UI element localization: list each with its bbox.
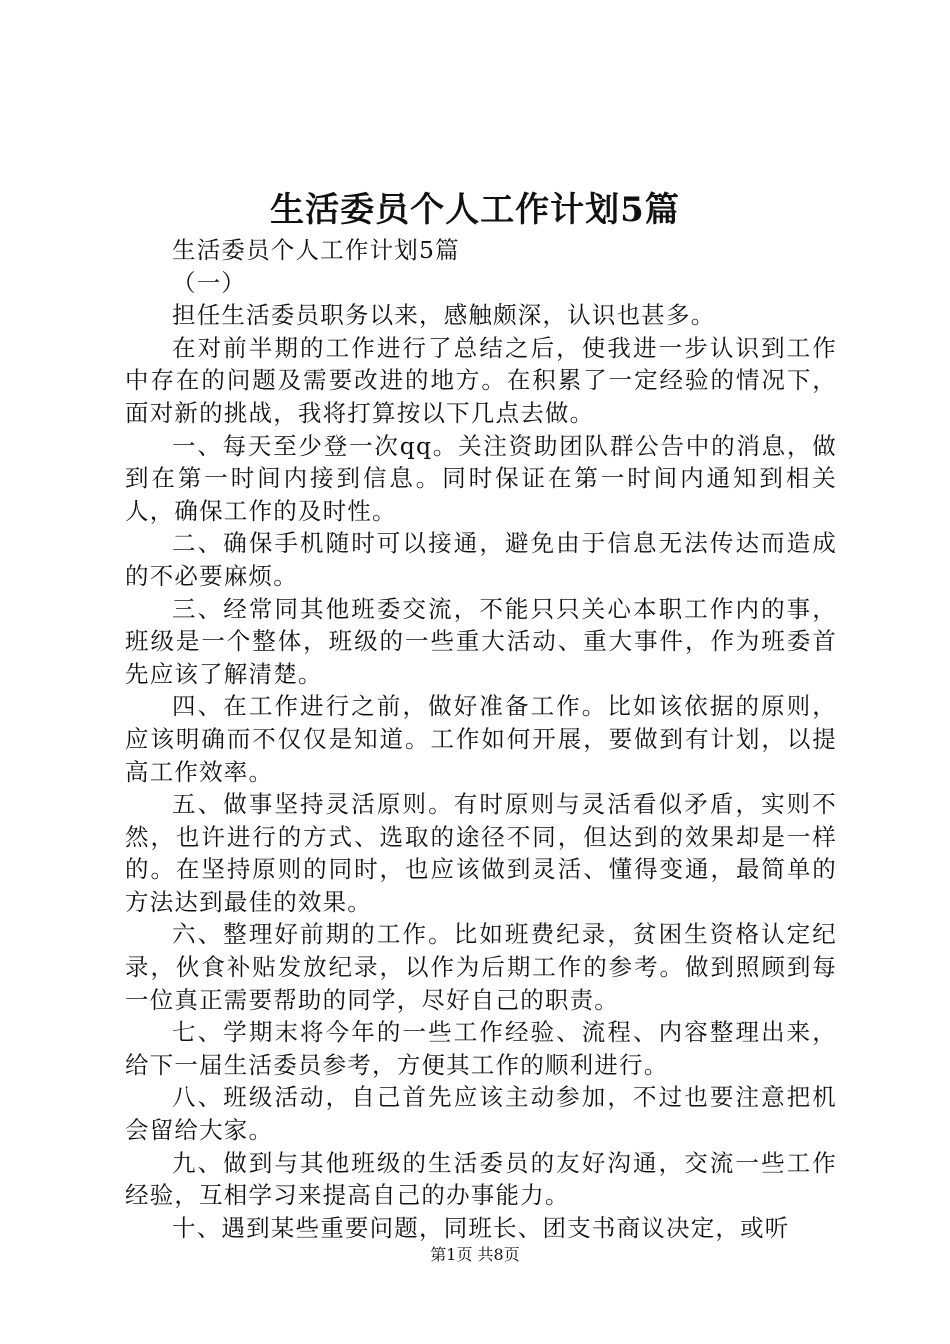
paragraph: 一、每天至少登一次qq。关注资助团队群公告中的消息，做到在第一时间内接到信息。同时保证在第一时间内通知到相关人，确保工作的及时性。 bbox=[125, 431, 837, 525]
paragraph: 六、整理好前期的工作。比如班费纪录，贫困生资格认定纪录，伙食补贴发放纪录，以作为后期工作的参考。做到照顾到每一位真正需要帮助的同学，尽好自己的职责。 bbox=[125, 920, 837, 1014]
paragraph: 八、班级活动，自己首先应该主动参加，不过也要注意把机会留给大家。 bbox=[125, 1083, 837, 1145]
paragraph: 七、学期末将今年的一些工作经验、流程、内容整理出来，给下一届生活委员参考，方便其工作的顺利进行。 bbox=[125, 1018, 837, 1079]
paragraph: 四、在工作进行之前，做好准备工作。比如该依据的原则，应该明确而不仅仅是知道。工作如何开展，要做到有计划，以提高工作效率。 bbox=[125, 692, 837, 786]
paragraph: 十、遇到某些重要问题，同班长、团支书商议决定，或听 bbox=[172, 1213, 790, 1242]
document-body bbox=[125, 234, 837, 1244]
paragraph-section-marker: （一） bbox=[172, 268, 247, 297]
paragraph-subtitle: 生活委员个人工作计划5篇 bbox=[172, 236, 460, 264]
document-title: 生活委员个人工作计划5篇 bbox=[270, 190, 680, 230]
paragraph: 在对前半期的工作进行了总结之后，使我进一步认识到工作中存在的问题及需要改进的地方。在积累了一定经验的情况下，面对新的挑战，我将打算按以下几点去做。 bbox=[125, 333, 837, 427]
paragraph: 五、做事坚持灵活原则。有时原则与灵活看似矛盾，实则不然，也许进行的方式、选取的途径不同，但达到的效果却是一样的。在坚持原则的同时，也应该做到灵活、懂得变通，最简单的方法达到最佳的效果。 bbox=[125, 790, 837, 916]
paragraph: 九、做到与其他班级的生活委员的友好沟通，交流一些工作经验，互相学习来提高自己的办事能力。 bbox=[125, 1148, 837, 1210]
paragraph: 三、经常同其他班委交流，不能只只关心本职工作内的事，班级是一个整体，班级的一些重大活动、重大事件，作为班委首先应该了解清楚。 bbox=[125, 594, 837, 688]
page-indicator: 第1页 共8页 bbox=[430, 1245, 520, 1264]
paragraph: 二、确保手机随时可以接通，避免由于信息无法传达而造成的不必要麻烦。 bbox=[125, 529, 837, 590]
paragraph: 担任生活委员职务以来，感触颇深，认识也甚多。 bbox=[172, 301, 716, 330]
